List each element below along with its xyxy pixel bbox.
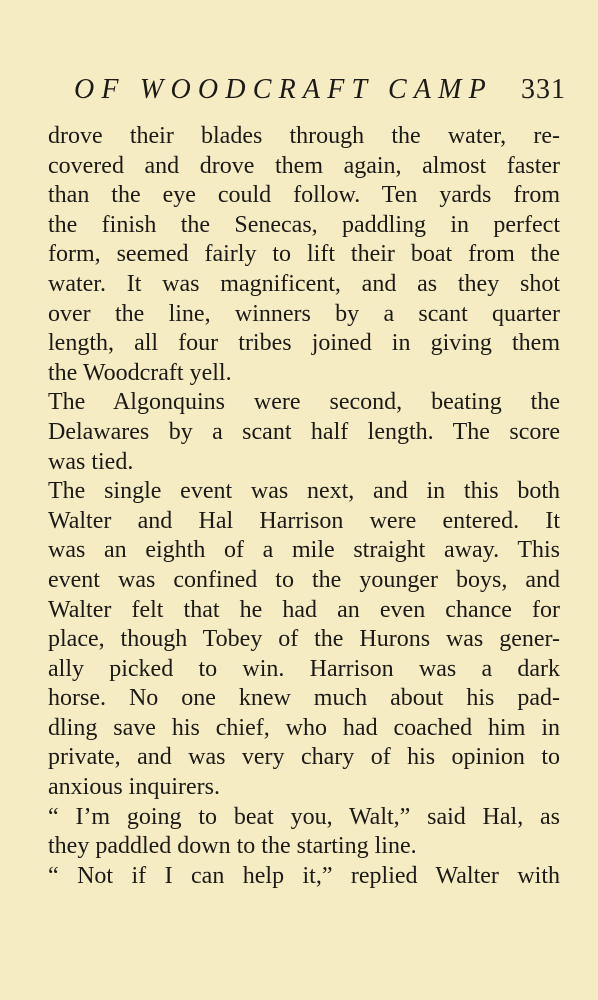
body-text — [48, 122, 560, 891]
text-line: horse. No one knew much about his pad- — [48, 685, 560, 712]
running-title: OF WOODCRAFT CAMP — [74, 74, 493, 105]
text-line: form, seemed fairly to lift their boat from the — [48, 241, 560, 268]
text-line: The Algonquins were second, beating the — [48, 389, 560, 416]
text-line: private, and was very chary of his opinion to — [48, 744, 560, 771]
text-line: The single event was next, and in this both — [48, 478, 560, 505]
text-line: length, all four tribes joined in giving them — [48, 330, 560, 357]
text-line: was an eighth of a mile straight away. This — [48, 537, 560, 564]
text-line: than the eye could follow. Ten yards from — [48, 182, 560, 209]
text-line: “ I’m going to beat you, Walt,” said Hal, as — [48, 803, 560, 830]
text-line: Walter and Hal Harrison were entered. It — [48, 507, 560, 534]
text-line: Walter felt that he had an even chance for — [48, 596, 560, 623]
text-line: was tied. — [48, 448, 134, 475]
text-line: water. It was magnificent, and as they shot — [48, 270, 560, 297]
text-line: over the line, winners by a scant quarter — [48, 300, 560, 327]
text-line: dling save his chief, who had coached him in — [48, 714, 560, 741]
text-line: event was confined to the younger boys, and — [48, 566, 560, 593]
text-line: drove their blades through the water, re- — [48, 123, 560, 149]
text-line: “ Not if I can help it,” replied Walter with — [48, 862, 560, 889]
text-line: they paddled down to the starting line. — [48, 833, 417, 860]
text-line: ally picked to win. Harrison was a dark — [48, 655, 560, 682]
text-line: the Woodcraft yell. — [48, 359, 232, 386]
text-line: anxious inquirers. — [48, 774, 220, 801]
text-line: the finish the Senecas, paddling in perfect — [48, 211, 560, 238]
text-line: Delawares by a scant half length. The score — [48, 418, 560, 445]
running-head — [74, 70, 566, 110]
text-line: place, though Tobey of the Hurons was gener- — [48, 626, 560, 653]
text-line: covered and drove them again, almost faster — [48, 152, 560, 179]
page-number: 331 — [521, 74, 566, 105]
